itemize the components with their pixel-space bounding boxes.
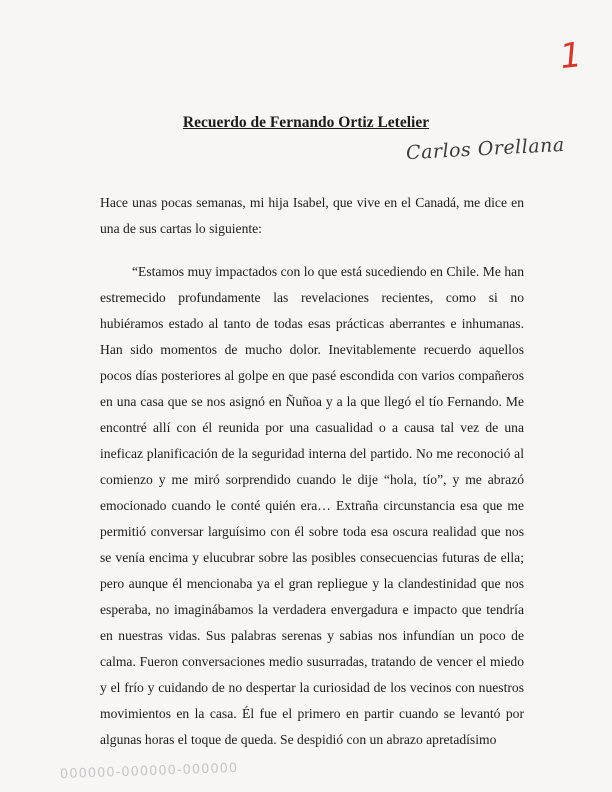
document-title: Recuerdo de Fernando Ortiz Letelier <box>182 114 430 131</box>
paragraph-quote <box>100 259 524 753</box>
paragraph-intro: Hace unas pocas semanas, mi hija Isabel, que vive en el Canadá, me dice en una de sus cartas lo siguiente: <box>100 195 524 236</box>
handwritten-page-number: 1 <box>557 34 584 78</box>
archive-stamp: 000000-000000-000000 <box>59 760 239 783</box>
paragraph-quote-text: “Estamos muy impactados con lo que está sucediendo en Chile. Me han estremecido profundamente las revelaciones recientes, como si no hubiéramos estado al tanto de todas esas prácticas aberrantes e inhumanas. Han sido momentos de mucho dolor. Inevitablemente recuerdo aquellos pocos días posteriores al golpe en que pasé escondida con varios compañeros en una casa que se nos asignó en Ñuñoa y a la que llegó el tío Fernando. Me encontré allí con él reunida por una casualidad o a causa tal vez de una ineficaz planificación de la seguridad interna del partido. No me reconoció al comienzo y me miró sorprendido cuando le dije “hola, tío”, y me abrazó emocionado cuando le conté quién era… Extraña circunstancia esa que me permitió conversar larguísimo con él sobre toda esa oscura realidad que nos se venía encima y elucubrar sobre las posibles consecuencias futuras de ella; pero aunque él mencionaba ya el gran repliegue y la clandestinidad que nos esperaba, no imaginábamos la verdadera envergadura e impacto que tendría en nuestras vidas. Sus palabras serenas y sabias nos infundían un poco de calma. Fueron conversaciones medio susurradas, tratando de vencer el miedo y el frío y cuidando de no despertar la curiosidad de los vecinos con nuestros movimientos en la casa. Él fue el primero en partir cuando se levantó por algunas horas el toque de queda. Se despidió con un abrazo apretadísimo <box>100 264 524 747</box>
handwritten-signature: Carlos Orellana <box>405 133 566 165</box>
